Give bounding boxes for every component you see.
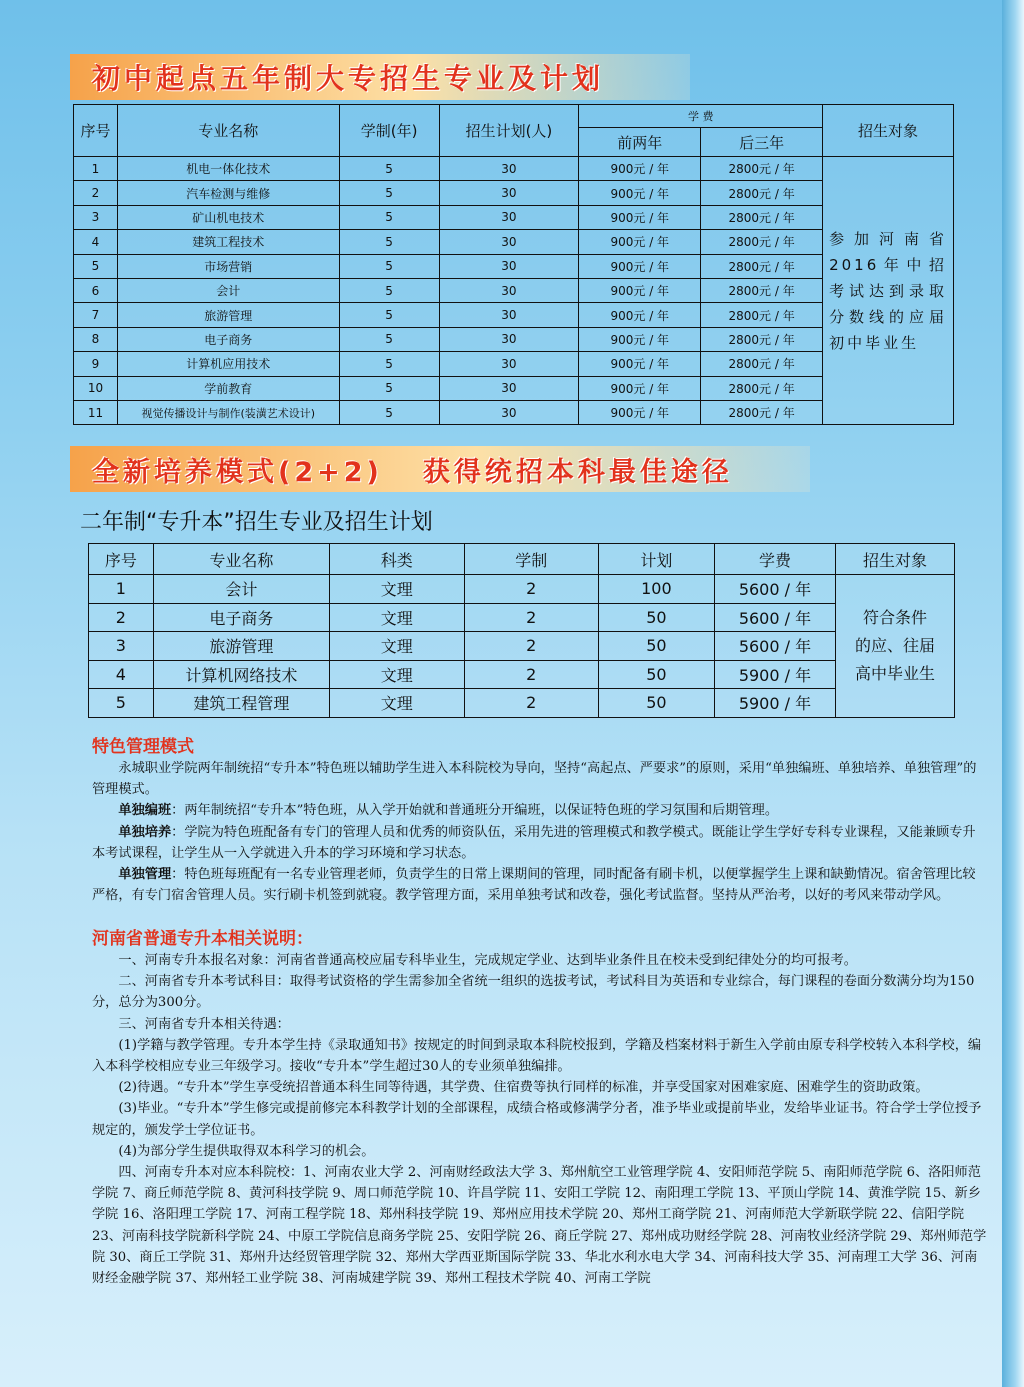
cell-fee-first: 900元 / 年 xyxy=(579,205,701,229)
cell-no: 3 xyxy=(89,632,154,661)
cell-no: 2 xyxy=(89,603,154,632)
cell-fee: 5600 / 年 xyxy=(714,632,835,661)
cell-major: 机电一体化技术 xyxy=(117,157,339,181)
cell-major: 矿山机电技术 xyxy=(117,205,339,229)
cell-no: 5 xyxy=(89,689,154,718)
cell-plan: 50 xyxy=(598,689,714,718)
section2-title: 二年制“专升本”招生专业及招生计划 xyxy=(80,510,433,535)
cell-no: 1 xyxy=(89,575,154,604)
cell-major: 旅游管理 xyxy=(117,303,339,327)
cell-fee: 5900 / 年 xyxy=(714,660,835,689)
table-row xyxy=(89,632,955,661)
henan-paragraph: 二、河南省专升本考试科目：取得考试资格的学生需参加全省统一组织的选拔考试，考试科目为英语和专业综合，每门课程的卷面分数满分均为150分，总分为300分。 xyxy=(92,974,975,1011)
cell-fee-first: 900元 / 年 xyxy=(579,230,701,254)
table-row xyxy=(74,400,954,424)
cell-fee: 5600 / 年 xyxy=(714,603,835,632)
cell-years: 2 xyxy=(464,603,598,632)
cell-plan: 100 xyxy=(598,575,714,604)
col-fee-first: 前两年 xyxy=(579,128,701,157)
henan-section xyxy=(92,928,988,1289)
cell-major: 旅游管理 xyxy=(153,632,329,661)
cell-target: 参加河南省2016年中招考试达到录取分数线的应届初中毕业生 xyxy=(823,157,954,425)
target-line: 符合条件 xyxy=(863,607,928,627)
cell-years: 5 xyxy=(339,376,439,400)
cell-fee-first: 900元 / 年 xyxy=(579,327,701,351)
cell-fee-last: 2800元 / 年 xyxy=(701,181,823,205)
henan-paragraph: 三、河南省专升本相关待遇： xyxy=(118,1016,290,1032)
upgrade-plan-table xyxy=(88,543,955,718)
table-row xyxy=(74,254,954,278)
cell-fee-last: 2800元 / 年 xyxy=(701,205,823,229)
cell-major: 汽车检测与维修 xyxy=(117,181,339,205)
cell-category: 文理 xyxy=(330,689,464,718)
cell-category: 文理 xyxy=(330,660,464,689)
target-line: 的应、往届 xyxy=(855,635,936,655)
henan-paragraph: 一、河南专升本报名对象：河南省普通高校应届专科毕业生，完成规定学业、达到毕业条件且在校未受到纪律处分的均可报考。 xyxy=(118,953,857,968)
cell-plan: 30 xyxy=(439,181,579,205)
page-spine xyxy=(1002,0,1024,1387)
management-section xyxy=(92,736,988,906)
section1-banner: 初中起点五年制大专招生专业及计划 xyxy=(70,54,690,100)
cell-fee-first: 900元 / 年 xyxy=(579,254,701,278)
cell-plan: 50 xyxy=(598,603,714,632)
col-category: 科类 xyxy=(330,544,464,575)
table-row xyxy=(74,278,954,302)
management-item xyxy=(92,822,988,864)
cell-plan: 30 xyxy=(439,205,579,229)
cell-category: 文理 xyxy=(330,575,464,604)
cell-plan: 50 xyxy=(598,660,714,689)
cell-years: 2 xyxy=(464,660,598,689)
item-label: 单独培养 xyxy=(118,824,172,840)
cell-fee-first: 900元 / 年 xyxy=(579,303,701,327)
henan-paragraph: 四、河南专升本对应本科院校：1、河南农业大学 2、河南财经政法大学 3、郑州航空工业管理学院 4、安阳师范学院 5、南阳师范学院 6、洛阳师范学院 7、商丘师范学院 8、黄河科技学院 9、周口师范学院 10、许昌学院 11、安阳工学院 12、南阳理工学院 13、平顶山学院 14、黄淮学院 15、新乡学院 16、洛阳理工学院 17、河南工程学院 18、郑州科技学院 19、郑州应用技术学院 20、郑州工商学院 21、河南师范大学新联学院 22、信阳学院 23、河南科技学院新科学院 24、中原工学院信息商务学院 25、安阳学院 26、商丘学院 27、郑州成功财经学院 28、河南牧业经济学院 29、郑州师范学院 30、商丘工学院 31、郑州升达经贸管理学院 32、郑州大学西亚斯国际学院 33、华北水利水电大学 34、河南科技大学 35、河南理工大学 36、河南财经金融学院 37、郑州轻工业学院 38、河南城建学院 39、郑州工程技术学院 40、河南工学院 xyxy=(92,1165,987,1287)
table-row xyxy=(74,352,954,376)
cell-major: 市场营销 xyxy=(117,254,339,278)
target-line: 高中毕业生 xyxy=(855,663,936,683)
table-row xyxy=(89,689,955,718)
table-row xyxy=(74,376,954,400)
cell-major: 视觉传播设计与制作(装潢艺术设计) xyxy=(117,400,339,424)
cell-years: 5 xyxy=(339,157,439,181)
cell-fee-last: 2800元 / 年 xyxy=(701,157,823,181)
cell-years: 5 xyxy=(339,400,439,424)
henan-paragraph: (1)学籍与教学管理。专升本学生持《录取通知书》按规定的时间到录取本科院校报到，学籍及档案材料于新生入学前由原专科学校转入本科学校，编入本科学校相应专业三年级学习。接收“专升本”学生超过30人的专业须单独编排。 xyxy=(92,1037,982,1075)
henan-paragraph: (3)毕业。“专升本”学生修完或提前修完本科教学计划的全部课程，成绩合格或修满学分者，准予毕业或提前毕业，发给毕业证书。符合学士学位授予规定的，颁发学士学位证书。 xyxy=(92,1101,982,1138)
cell-years: 2 xyxy=(464,575,598,604)
table-row xyxy=(74,205,954,229)
cell-category: 文理 xyxy=(330,632,464,661)
cell-major: 计算机网络技术 xyxy=(153,660,329,689)
management-item xyxy=(92,800,988,821)
col-years: 学制 xyxy=(464,544,598,575)
henan-title: 河南省普通专升本相关说明： xyxy=(92,929,313,949)
cell-fee-first: 900元 / 年 xyxy=(579,157,701,181)
item-text: ：学院为特色班配备有专门的管理人员和优秀的师资队伍，采用先进的管理模式和教学模式。既能让学生学好专科专业课程，又能兼顾专升本考试课程，让学生从一入学就进入升本的学习环境和学习状态。 xyxy=(92,824,976,861)
henan-paragraph: (2)待遇。“专升本”学生享受统招普通本科生同等待遇，其学费、住宿费等执行同样的标准，并享受国家对困难家庭、困难学生的资助政策。 xyxy=(118,1080,929,1096)
cell-fee: 5900 / 年 xyxy=(714,689,835,718)
item-text: ：两年制统招“专升本”特色班，从入学开始就和普通班分开编班，以保证特色班的学习氛围和后期管理。 xyxy=(171,803,779,819)
cell-major: 电子商务 xyxy=(153,603,329,632)
col-fee-last: 后三年 xyxy=(701,128,823,157)
cell-major: 建筑工程管理 xyxy=(153,689,329,718)
cell-plan: 50 xyxy=(598,632,714,661)
management-item xyxy=(92,864,988,906)
cell-no: 7 xyxy=(74,303,118,327)
cell-years: 5 xyxy=(339,352,439,376)
col-no: 序号 xyxy=(89,544,154,575)
cell-plan: 30 xyxy=(439,278,579,302)
table-row xyxy=(74,303,954,327)
management-intro: 永城职业学院两年制统招“专升本”特色班以辅助学生进入本科院校为导向，坚持“高起点、严要求”的原则，采用“单独编班、单独培养、单独管理”的管理模式。 xyxy=(92,761,977,798)
table-row xyxy=(74,157,954,181)
cell-fee-first: 900元 / 年 xyxy=(579,352,701,376)
cell-years: 5 xyxy=(339,303,439,327)
cell-no: 3 xyxy=(74,205,118,229)
cell-fee-first: 900元 / 年 xyxy=(579,278,701,302)
cell-target xyxy=(836,575,955,718)
table-row xyxy=(89,660,955,689)
cell-plan: 30 xyxy=(439,230,579,254)
cell-no: 2 xyxy=(74,181,118,205)
cell-fee-first: 900元 / 年 xyxy=(579,181,701,205)
cell-years: 5 xyxy=(339,205,439,229)
table-row xyxy=(74,181,954,205)
col-no: 序号 xyxy=(74,105,118,157)
cell-plan: 30 xyxy=(439,157,579,181)
cell-fee-last: 2800元 / 年 xyxy=(701,303,823,327)
cell-fee-last: 2800元 / 年 xyxy=(701,230,823,254)
cell-no: 4 xyxy=(74,230,118,254)
table-row xyxy=(89,603,955,632)
cell-plan: 30 xyxy=(439,327,579,351)
cell-years: 5 xyxy=(339,181,439,205)
col-plan: 计划 xyxy=(598,544,714,575)
five-year-plan-table xyxy=(73,104,954,425)
item-label: 单独管理 xyxy=(118,867,172,883)
banner-right-text: 获得统招本科最佳途径 xyxy=(422,456,733,488)
cell-major: 电子商务 xyxy=(117,327,339,351)
henan-paragraph: (4)为部分学生提供取得双本科学习的机会。 xyxy=(118,1143,375,1159)
col-years: 学制(年) xyxy=(339,105,439,157)
cell-plan: 30 xyxy=(439,303,579,327)
cell-years: 5 xyxy=(339,327,439,351)
col-major: 专业名称 xyxy=(153,544,329,575)
cell-major: 计算机应用技术 xyxy=(117,352,339,376)
cell-years: 5 xyxy=(339,230,439,254)
cell-fee-last: 2800元 / 年 xyxy=(701,254,823,278)
cell-no: 9 xyxy=(74,352,118,376)
cell-major: 学前教育 xyxy=(117,376,339,400)
table-row xyxy=(74,327,954,351)
cell-no: 6 xyxy=(74,278,118,302)
cell-no: 5 xyxy=(74,254,118,278)
cell-no: 4 xyxy=(89,660,154,689)
cell-plan: 30 xyxy=(439,254,579,278)
cell-years: 5 xyxy=(339,278,439,302)
cell-years: 2 xyxy=(464,632,598,661)
section2-banner xyxy=(70,446,810,492)
cell-years: 5 xyxy=(339,254,439,278)
cell-no: 10 xyxy=(74,376,118,400)
cell-fee-last: 2800元 / 年 xyxy=(701,376,823,400)
cell-fee: 5600 / 年 xyxy=(714,575,835,604)
cell-no: 1 xyxy=(74,157,118,181)
table-row xyxy=(89,575,955,604)
cell-no: 11 xyxy=(74,400,118,424)
cell-fee-first: 900元 / 年 xyxy=(579,376,701,400)
table-row xyxy=(74,230,954,254)
banner-left-text: 全新培养模式(2+2) xyxy=(92,456,383,488)
cell-fee-first: 900元 / 年 xyxy=(579,400,701,424)
cell-fee-last: 2800元 / 年 xyxy=(701,400,823,424)
cell-fee-last: 2800元 / 年 xyxy=(701,352,823,376)
cell-plan: 30 xyxy=(439,400,579,424)
col-fee: 学费 xyxy=(714,544,835,575)
cell-fee-last: 2800元 / 年 xyxy=(701,278,823,302)
col-fee: 学 费 xyxy=(579,105,823,128)
cell-no: 8 xyxy=(74,327,118,351)
management-title: 特色管理模式 xyxy=(92,737,194,757)
cell-plan: 30 xyxy=(439,352,579,376)
item-text: ：特色班每班配有一名专业管理老师，负责学生的日常上课期间的管理，同时配备有刷卡机，以便掌握学生上课和缺勤情况。宿舍管理比较严格，有专门宿舍管理人员。实行刷卡机签到就寝。教学管理方面，采用单独考试和改卷，强化考试监督。坚持从严治考，以好的考风来带动学风。 xyxy=(92,867,976,904)
cell-major: 会计 xyxy=(153,575,329,604)
col-plan: 招生计划(人) xyxy=(439,105,579,157)
col-target: 招生对象 xyxy=(836,544,955,575)
item-label: 单独编班 xyxy=(118,803,172,819)
cell-major: 会计 xyxy=(117,278,339,302)
cell-years: 2 xyxy=(464,689,598,718)
col-target: 招生对象 xyxy=(823,105,954,157)
cell-major: 建筑工程技术 xyxy=(117,230,339,254)
cell-category: 文理 xyxy=(330,603,464,632)
col-major: 专业名称 xyxy=(117,105,339,157)
cell-plan: 30 xyxy=(439,376,579,400)
cell-fee-last: 2800元 / 年 xyxy=(701,327,823,351)
